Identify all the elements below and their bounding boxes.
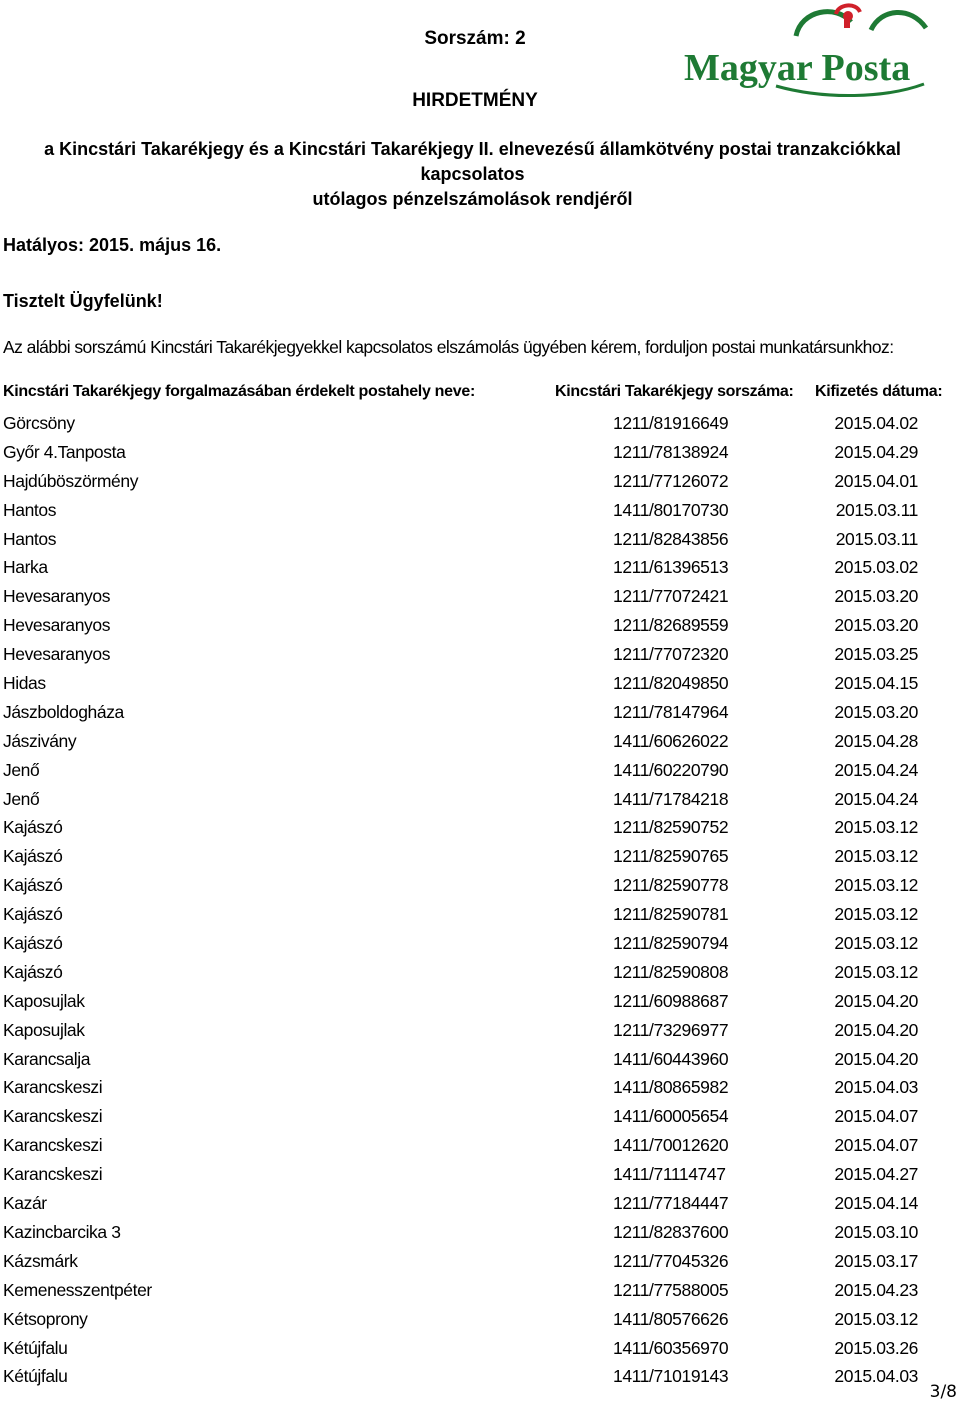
table-row [0,553,930,582]
payout-date: 2015.04.03 [834,1366,918,1387]
post-office-name: Hevesaranyos [3,615,111,636]
post-office-name: Jászboldogháza [3,701,124,722]
ticket-serial: 1211/82689559 [613,615,729,636]
column-header-serial: Kincstári Takarékjegy sorszáma: [555,383,794,400]
ticket-serial: 1211/78138924 [613,441,729,462]
payout-date: 2015.03.12 [834,933,918,954]
post-office-name: Jászivány [3,730,77,751]
payout-date: 2015.03.12 [834,1308,918,1329]
post-office-name: Hevesaranyos [3,644,111,665]
table-row [0,900,930,929]
payout-date: 2015.03.12 [834,817,918,838]
payout-date: 2015.03.02 [834,557,918,578]
post-office-name: Kajászó [3,961,63,982]
ticket-serial: 1211/82590794 [613,933,729,954]
payout-date: 2015.04.20 [834,1019,918,1040]
column-header-date: Kifizetés dátuma: [815,383,943,400]
post-office-name: Jenő [3,788,40,809]
ticket-serial: 1411/71019143 [613,1366,729,1387]
post-office-name: Kajászó [3,933,63,954]
payout-date: 2015.04.14 [834,1193,918,1214]
post-office-name: Kajászó [3,817,63,838]
ticket-serial: 1211/82590781 [613,904,729,925]
ticket-serial: 1211/78147964 [613,701,729,722]
post-office-name: Kajászó [3,875,63,896]
ticket-serial: 1411/80865982 [613,1077,729,1098]
ticket-serial: 1211/82590808 [613,961,729,982]
payout-date: 2015.03.20 [834,701,918,722]
ticket-serial: 1211/82590778 [613,875,729,896]
greeting: Tisztelt Ügyfelünk! [3,291,163,311]
ticket-serial: 1211/73296977 [613,1019,729,1040]
table-row [0,1073,930,1102]
payout-date: 2015.03.11 [835,499,918,520]
post-office-name: Kajászó [3,846,63,867]
post-office-name: Kemenesszentpéter [3,1279,152,1300]
post-office-name: Karancskeszi [3,1106,103,1127]
ticket-serial: 1211/77588005 [613,1279,729,1300]
table-row [0,1160,930,1189]
ticket-serial: 1411/60443960 [613,1048,729,1069]
ticket-serial: 1211/77126072 [613,470,729,491]
table-row [0,1276,930,1305]
ticket-serial: 1411/80576626 [613,1308,729,1329]
table-row [0,871,930,900]
ticket-serial: 1211/77072421 [613,586,729,607]
post-office-name: Görcsöny [3,413,75,433]
post-office-name: Kaposujlak [3,1019,85,1040]
post-office-name: Hidas [3,673,46,694]
table-row [0,669,930,698]
post-office-name: Kazár [3,1193,47,1214]
payout-date: 2015.04.23 [834,1279,918,1300]
ticket-serial: 1411/60005654 [613,1106,729,1127]
table-row [0,1247,930,1276]
table-row [0,698,930,727]
payout-date: 2015.04.24 [834,788,918,809]
ticket-serial: 1211/77072320 [613,644,729,665]
table-row [0,467,930,496]
table-row [0,1362,930,1391]
post-office-name: Kaposujlak [3,990,85,1011]
payout-date: 2015.03.11 [835,528,918,549]
table-row [0,1131,930,1160]
payout-date: 2015.03.12 [834,961,918,982]
payout-date: 2015.04.20 [834,1048,918,1069]
post-office-name: Hantos [3,528,57,549]
ticket-serial: 1411/80170730 [613,499,729,520]
payout-date: 2015.04.29 [834,441,918,462]
payout-date: 2015.03.10 [834,1221,918,1242]
ticket-serial: 1411/71784218 [613,788,729,809]
payout-date: 2015.04.01 [834,470,918,491]
ticket-serial: 1211/82590752 [613,817,729,838]
table-row [0,1045,930,1074]
table-row [0,640,930,669]
payout-date: 2015.03.12 [834,875,918,896]
table-row [0,409,930,438]
ticket-serial: 1411/70012620 [613,1135,729,1156]
post-office-name: Kétsoprony [3,1308,88,1329]
table-row [0,1016,930,1045]
post-office-name: Karancskeszi [3,1164,103,1185]
table-row [0,496,930,525]
payout-date: 2015.04.20 [834,990,918,1011]
effective-date: Hatályos: 2015. május 16. [3,235,222,255]
ticket-serial: 1211/82837600 [613,1221,729,1242]
ticket-serial: 1211/82049850 [613,673,729,694]
ticket-serial: 1211/77184447 [613,1193,729,1214]
post-office-name: Győr 4.Tanposta [3,441,126,462]
ticket-table [0,409,930,1391]
ticket-serial: 1211/81916649 [613,413,729,433]
document-number: Sorszám: 2 [424,28,526,49]
table-row [0,727,930,756]
table-row [0,438,930,467]
ticket-serial: 1211/82843856 [613,528,729,549]
payout-date: 2015.04.07 [834,1106,918,1127]
subtitle-line-1: a Kincstári Takarékjegy és a Kincstári Takarékjegy II. elnevezésű államkötvény postai tranzakciókkal kapcsolatos [44,139,901,184]
table-row [0,525,930,554]
ticket-serial: 1211/60988687 [613,990,729,1011]
post-office-name: Karancskeszi [3,1077,103,1098]
payout-date: 2015.04.02 [834,413,918,433]
table-row [0,929,930,958]
table-row [0,1102,930,1131]
post-office-name: Kétújfalu [3,1337,68,1358]
payout-date: 2015.04.27 [834,1164,918,1185]
table-row [0,1218,930,1247]
ticket-serial: 1411/60356970 [613,1337,729,1358]
payout-date: 2015.03.26 [834,1337,918,1358]
post-office-name: Hevesaranyos [3,586,111,607]
payout-date: 2015.03.12 [834,846,918,867]
logo-text: Magyar Posta [684,47,911,89]
table-row [0,1189,930,1218]
table-row [0,842,930,871]
post-office-name: Kajászó [3,904,63,925]
post-office-name: Kétújfalu [3,1366,68,1387]
table-row [0,785,930,814]
payout-date: 2015.04.07 [834,1135,918,1156]
payout-date: 2015.04.15 [834,673,918,694]
payout-date: 2015.03.17 [834,1250,918,1271]
payout-date: 2015.04.28 [834,730,918,751]
document-subtitle [0,137,945,212]
table-row [0,987,930,1016]
table-row [0,756,930,785]
payout-date: 2015.04.24 [834,759,918,780]
table-row [0,958,930,987]
post-office-name: Jenő [3,759,40,780]
ticket-serial: 1411/71114747 [613,1164,726,1185]
payout-date: 2015.03.20 [834,586,918,607]
subtitle-line-2: utólagos pénzelszámolások rendjéről [312,189,633,209]
document-title: HIRDETMÉNY [412,90,538,111]
table-row [0,1334,930,1363]
page-number: 3/8 [929,1382,957,1402]
payout-date: 2015.03.12 [834,904,918,925]
table-row [0,611,930,640]
ticket-serial: 1211/77045326 [613,1250,729,1271]
post-office-name: Kázsmárk [3,1250,78,1271]
payout-date: 2015.04.03 [834,1077,918,1098]
post-office-name: Harka [3,557,48,578]
payout-date: 2015.03.20 [834,615,918,636]
post-office-name: Hajdúböszörmény [3,470,139,491]
column-header-office: Kincstári Takarékjegy forgalmazásában érdekelt postahely neve: [3,383,475,400]
ticket-serial: 1411/60626022 [613,730,729,751]
post-office-name: Karancsalja [3,1048,91,1069]
ticket-serial: 1211/61396513 [613,557,729,578]
payout-date: 2015.03.25 [834,644,918,665]
table-row [0,582,930,611]
ticket-serial: 1411/60220790 [613,759,729,780]
ticket-serial: 1211/82590765 [613,846,729,867]
intro-paragraph: Az alábbi sorszámú Kincstári Takarékjegyekkel kapcsolatos elszámolás ügyében kérem, forduljon postai munkatársunkhoz: [3,337,894,357]
table-row [0,813,930,842]
table-row [0,1305,930,1334]
post-office-name: Kazincbarcika 3 [3,1221,121,1242]
post-office-name: Hantos [3,499,57,520]
post-office-name: Karancskeszi [3,1135,103,1156]
